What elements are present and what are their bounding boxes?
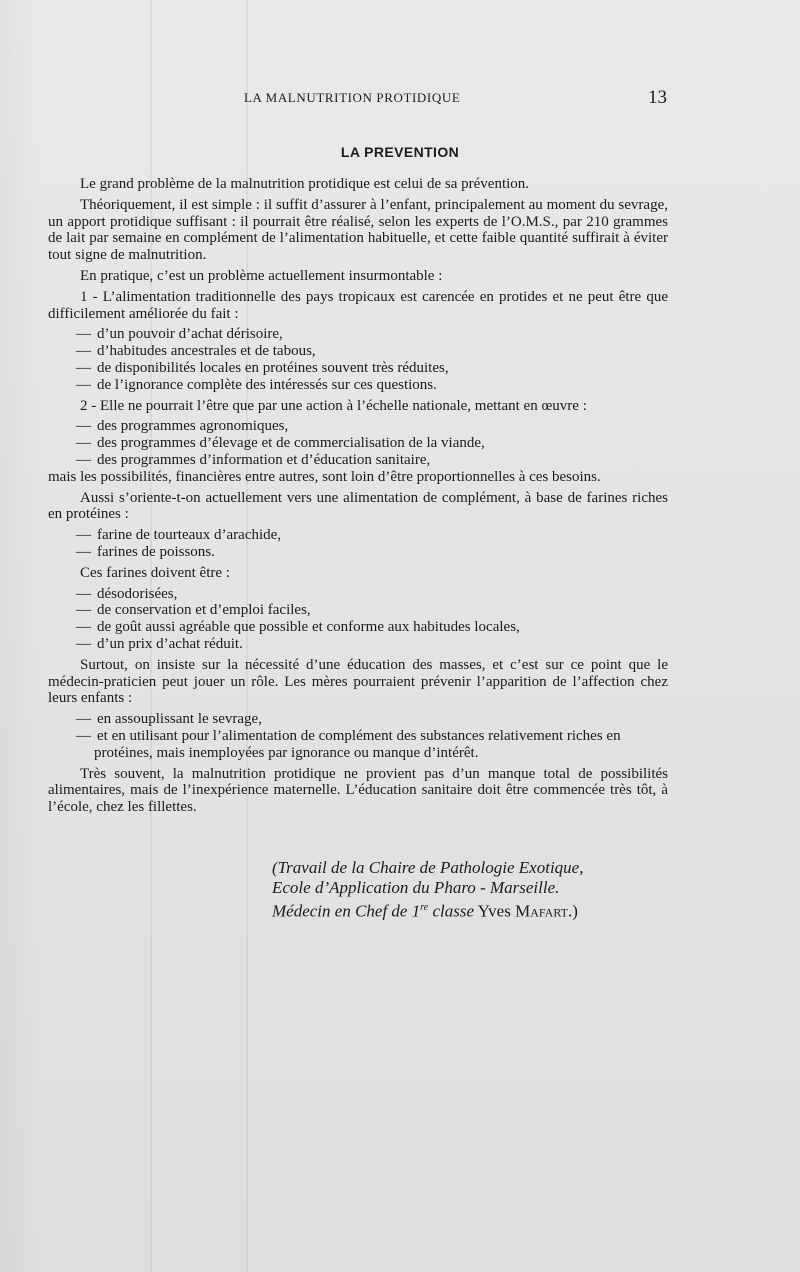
flour-list xyxy=(48,527,668,561)
list-item: — farines de poissons. xyxy=(76,543,215,560)
signature-block xyxy=(272,858,672,922)
requirement-list xyxy=(48,586,668,653)
list-item: — désodorisées, xyxy=(76,585,178,602)
signature-line: (Travail de la Chaire de Pathologie Exotique, xyxy=(272,858,584,877)
article-body xyxy=(48,176,668,820)
page-number: 13 xyxy=(648,87,667,108)
paragraph: En pratique, c’est un problème actuellement insurmontable : xyxy=(80,267,443,284)
list-item: — en assouplissant le sevrage, xyxy=(76,711,262,728)
list-item: — de goût aussi agréable que possible et conforme aux habitudes locales, xyxy=(76,619,520,636)
paragraph: 1 - L’alimentation traditionnelle des pays tropicaux est carencée en protides et ne peut être que difficilement améliorée du fait : xyxy=(48,288,668,322)
paragraph: Surtout, on insiste sur la nécessité d’une éducation des masses, et c’est sur ce point que le médecin-praticien peut jouer un rôle. Les mères pourraient prévenir l’apparition de l’affection chez leurs enfants : xyxy=(48,656,668,707)
section-title: LA PREVENTION xyxy=(340,144,460,160)
paragraph: Ces farines doivent être : xyxy=(80,564,230,581)
list-item: — d’un pouvoir d’achat dérisoire, xyxy=(76,326,283,343)
paragraph: mais les possibilités, financières entre autres, sont loin d’être proportionnelles à ces besoins. xyxy=(48,468,601,485)
running-header xyxy=(0,87,800,110)
ordinal-superscript: re xyxy=(420,902,429,913)
signature-line: Médecin en Chef de 1re classe Yves Mafart.) xyxy=(272,901,578,921)
list-item: — des programmes d’élevage et de commercialisation de la viande, xyxy=(76,435,485,452)
running-title: LA MALNUTRITION PROTIDIQUE xyxy=(244,90,461,105)
signature-line: Ecole d’Application du Pharo - Marseille. xyxy=(272,878,560,897)
paragraph: 2 - Elle ne pourrait l’être que par une action à l’échelle nationale, mettant en œuvre : xyxy=(80,397,587,414)
list-item: — des programmes agronomiques, xyxy=(76,418,289,435)
paragraph: Théoriquement, il est simple : il suffit d’assurer à l’enfant, principalement au moment du sevrage, un apport protidique suffisant : il pourrait être réalisé, selon les experts de l’O.M.S., par 210 grammes de lait par semaine en complément de l’alimentation habituelle, et cette faible quantité suffirait à éviter tout signe de malnutrition. xyxy=(48,196,668,264)
list-item: — des programmes d’information et d’éducation sanitaire, xyxy=(76,451,431,468)
factor-list xyxy=(48,326,668,393)
list-item: — d’habitudes ancestrales et de tabous, xyxy=(76,343,316,360)
programme-list xyxy=(48,418,668,468)
author-surname: Mafart xyxy=(515,901,568,921)
paragraph: Très souvent, la malnutrition protidique ne provient pas d’un manque total de possibilités alimentaires, mais de l’inexpérience maternelle. L’éducation sanitaire doit être commencée très tôt, à l’école, chez les fillettes. xyxy=(48,765,668,816)
list-item: — de l’ignorance complète des intéressés sur ces questions. xyxy=(76,376,437,393)
list-item: — de conservation et d’emploi faciles, xyxy=(76,602,311,619)
prevention-list xyxy=(48,711,668,761)
list-item: — et en utilisant pour l’alimentation de complément des substances relativement riches en protéines, mais inemployées par ignorance ou manque d’intérêt. xyxy=(76,727,621,761)
paragraph: Le grand problème de la malnutrition protidique est celui de sa prévention. xyxy=(80,176,530,192)
paragraph: Aussi s’oriente-t-on actuellement vers une alimentation de complément, à base de farines riches en protéines : xyxy=(48,489,668,523)
list-item: — farine de tourteaux d’arachide, xyxy=(76,527,282,544)
list-item: — de disponibilités locales en protéines souvent très réduites, xyxy=(76,359,449,376)
list-item: — d’un prix d’achat réduit. xyxy=(76,635,243,652)
